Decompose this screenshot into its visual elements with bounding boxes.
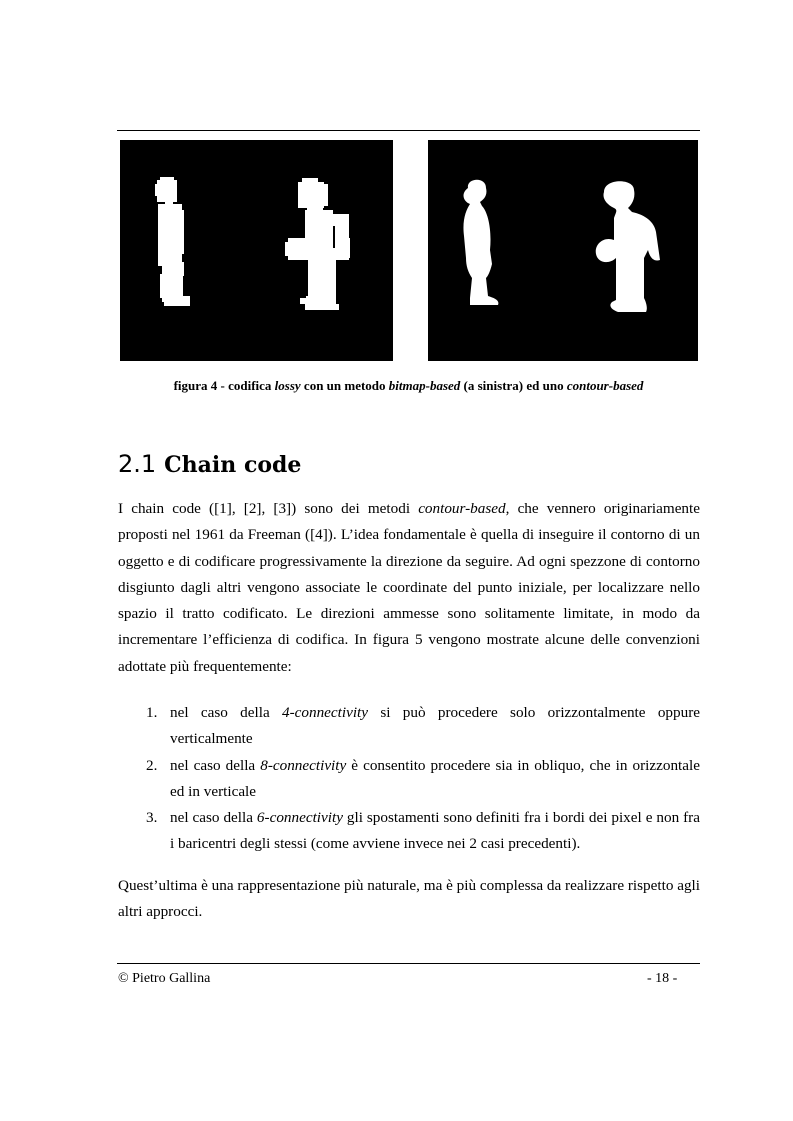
list-item (146, 700, 700, 753)
list-text: nel caso della (170, 704, 282, 721)
contour-based-image (428, 140, 698, 361)
list-emphasis: 8-connectivity (260, 756, 347, 774)
paragraph-emphasis: contour-based (418, 500, 506, 517)
list-item (146, 753, 700, 806)
caption-emphasis: bitmap-based (388, 378, 461, 393)
section-title: Chain code (164, 452, 302, 478)
list-text: è consentito procedere sia in obliquo, che in orizzontale ed in verticale (170, 756, 700, 800)
paragraph-text: I chain code ([1], [2], [3]) sono dei metodi (118, 500, 419, 517)
figure-4 (120, 140, 698, 361)
caption-text: con un metodo (300, 378, 389, 393)
list-text: gli spostamenti sono definiti fra i bordi dei pixel e non fra i baricentri degli stessi (come avviene invece nei 2 casi precedenti). (170, 809, 700, 853)
footer-author: © Pietro Gallina (118, 971, 211, 986)
list-item (146, 805, 700, 858)
list-text: nel caso della (170, 809, 257, 827)
caption-emphasis: contour-based (566, 378, 644, 393)
caption-emphasis: lossy (274, 378, 301, 393)
list-emphasis: 6-connectivity (256, 809, 343, 827)
header-rule (117, 130, 700, 131)
caption-text: (a sinistra) ed uno (460, 378, 567, 393)
list-text: nel caso della (170, 756, 261, 774)
section-number: 2.1 (118, 450, 157, 478)
page-number: - 18 - (647, 971, 678, 986)
list-number: 2. (146, 756, 158, 774)
closing-paragraph: Quest’ultima è una rappresentazione più naturale, ma è più complessa da realizzare rispetto agli altri approcci. (118, 877, 700, 921)
caption-text: figura 4 - codifica (173, 378, 275, 393)
contour-silhouettes (428, 140, 698, 361)
bitmap-based-image (120, 140, 393, 361)
list-text: si può procedere solo orizzontalmente oppure verticalmente (170, 704, 700, 748)
list-number: 3. (146, 809, 158, 827)
connectivity-list (146, 700, 700, 858)
intro-paragraph (118, 496, 700, 680)
paragraph-text: , che vennero originariamente proposti nel 1961 da Freeman ([4]). L’idea fondamentale è quella di inseguire il contorno di un oggetto e di codificare progressivamente la direzione da seguire. Ad ogni spezzone di contorno disgiunto dagli altri vengono associate le coordinate del punto iniziale, per localizzare nello spazio il tratto codificato. Le direzioni ammesse sono solitamente limitate, in modo da incrementare l’efficienza di codifica. In figura 5 vengono mostrate alcune delle convenzioni adottate più frequentemente: (118, 500, 700, 675)
figure-caption (117, 378, 700, 394)
list-number: 1. (146, 704, 158, 721)
footer-rule (117, 963, 700, 964)
section-heading (118, 450, 301, 479)
bitmap-silhouettes (120, 140, 393, 361)
list-emphasis: 4-connectivity (282, 704, 369, 721)
